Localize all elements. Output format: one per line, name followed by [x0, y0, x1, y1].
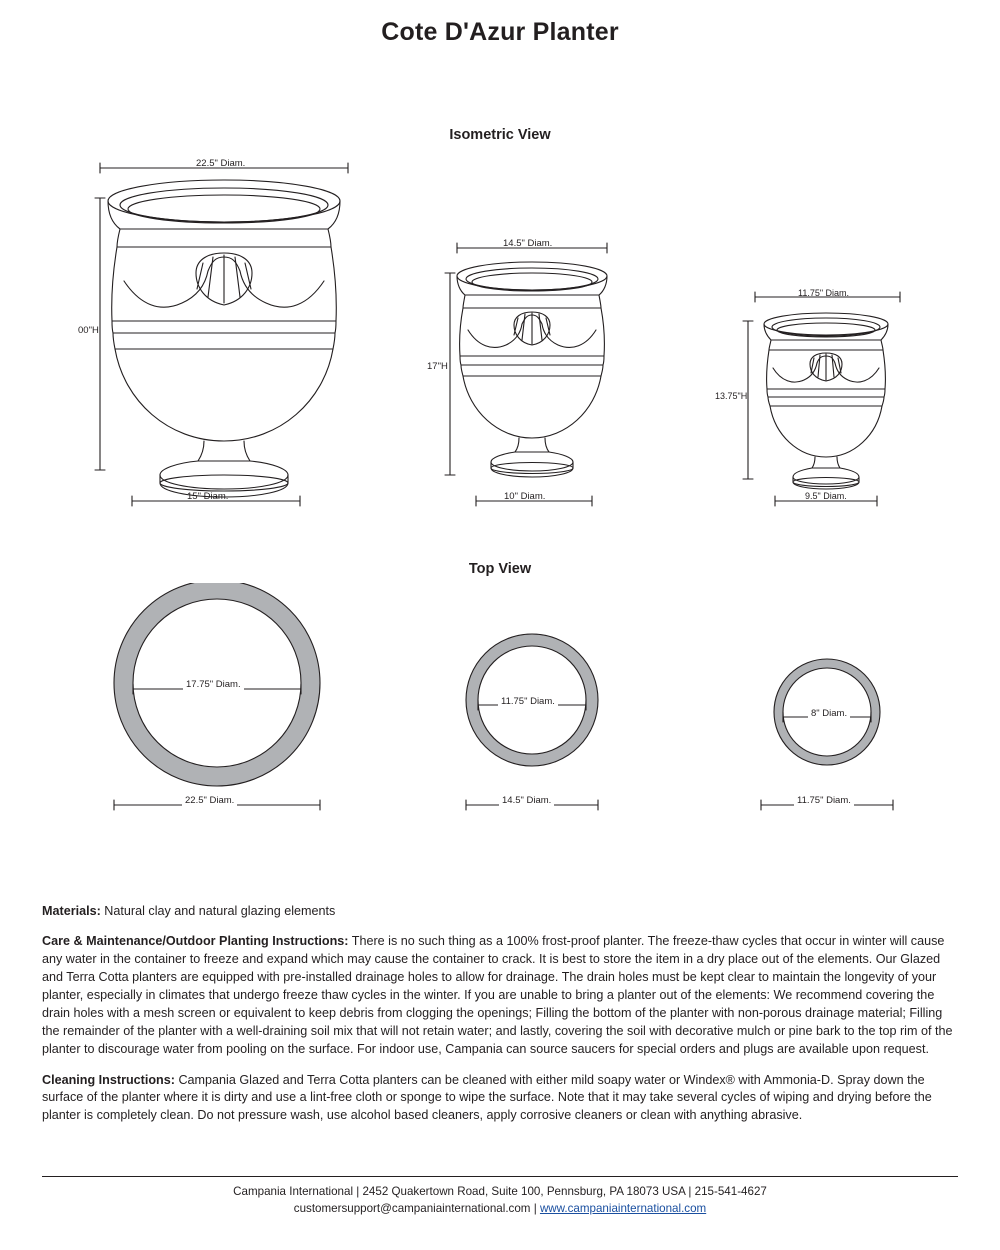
iso-large-base-diam: 15" Diam.: [187, 491, 229, 502]
top-small-inner-diam: 8" Diam.: [808, 708, 850, 719]
footer-divider: [42, 1176, 958, 1177]
page-footer: [42, 1176, 958, 1218]
materials-label: Materials:: [42, 903, 101, 918]
footer-website-link[interactable]: www.campaniainternational.com: [539, 1202, 707, 1216]
planter-medium: [445, 243, 607, 506]
iso-medium-top-diam: 14.5" Diam.: [503, 238, 553, 249]
planter-small: [743, 292, 900, 506]
planter-large: [95, 163, 348, 506]
footer-address-line: Campania International | 2452 Quakertown Road, Suite 100, Pennsburg, PA 18073 USA | 215-541-4627: [233, 1185, 767, 1199]
instructions-content: [42, 890, 958, 1138]
footer-contact-line: [42, 1201, 958, 1218]
isometric-view-heading: Isometric View: [449, 127, 551, 143]
iso-small-base-diam: 9.5" Diam.: [805, 491, 847, 501]
iso-large-top-diam: 22.5" Diam.: [196, 158, 246, 169]
cleaning-text: Campania Glazed and Terra Cotta planters can be cleaned with either mild soapy water or Windex® with Ammonia-D. Spray down the surface of the planter where it is dirty and use a lint-free cloth or sponge to wipe the surface. Note that it may take several cycles of wiping and drying before the planter is completely clean. Do not pressure wash, use alcohol based cleaners, apply corrosive cleaners or clean with anything abrasive.: [42, 1072, 932, 1123]
cleaning-paragraph: [42, 1072, 958, 1126]
top-large-inner-diam: 17.75" Diam.: [183, 679, 244, 690]
footer-email: customersupport@campaniainternational.com: [293, 1202, 531, 1216]
topview-large: [114, 583, 320, 810]
top-medium-outer-diam: 14.5" Diam.: [499, 795, 554, 806]
top-medium-inner-diam: 11.75" Diam.: [498, 696, 558, 707]
top-large-outer-diam: 22.5" Diam.: [182, 795, 237, 806]
isometric-svg: [0, 153, 1000, 553]
care-paragraph: [42, 933, 958, 1058]
care-text: There is no such thing as a 100% frost-proof planter. The freeze-thaw cycles that occur in winter will cause any water in the container to freeze and expand which may cause the container to crack. It is best to store the item in a dry place out of the elements. Our Glazed and Terra Cotta planters are equipped with pre-installed drainage holes to allow for drainage. The drain holes must be kept clear to maintain the longevity of your planter, especially in climates that undergo freeze thaw cycles in the winter. If you are unable to bring a planter out of the elements: We recommend covering the drain holes with a mesh screen or equivalent to keep debris from clogging the openings; Filling the bottom of the planter with non-porous drainage material; Filling the remainder of the planter with a well-draining soil mix that will not retain water; and lastly, covering the soil with decorative mulch or pine bark to the top rim of the planter to discourage water from pooling on the surface. For indoor use, Campania can source saucers for special orders and plugs are available upon request.: [42, 934, 953, 1056]
footer-separator: |: [530, 1202, 540, 1216]
iso-large-height: 00"H: [78, 325, 99, 336]
cleaning-label: Cleaning Instructions:: [42, 1072, 175, 1087]
isometric-drawings: [0, 153, 1000, 553]
iso-medium-height: 17"H: [427, 361, 448, 372]
iso-small-height: 13.75"H: [715, 391, 748, 401]
iso-medium-base-diam: 10" Diam.: [504, 491, 546, 502]
top-view-heading: Top View: [468, 561, 532, 577]
topview-medium: [466, 634, 598, 810]
top-small-outer-diam: 11.75" Diam.: [794, 795, 854, 806]
iso-small-top-diam: 11.75" Diam.: [798, 288, 850, 298]
care-label: Care & Maintenance/Outdoor Planting Instructions:: [42, 934, 349, 949]
topview-drawings: [0, 583, 1000, 833]
materials-text: Natural clay and natural glazing elements: [100, 903, 336, 918]
topview-small: [761, 659, 893, 810]
page-title: Cote D'Azur Planter: [381, 18, 619, 46]
materials-paragraph: [42, 903, 958, 921]
